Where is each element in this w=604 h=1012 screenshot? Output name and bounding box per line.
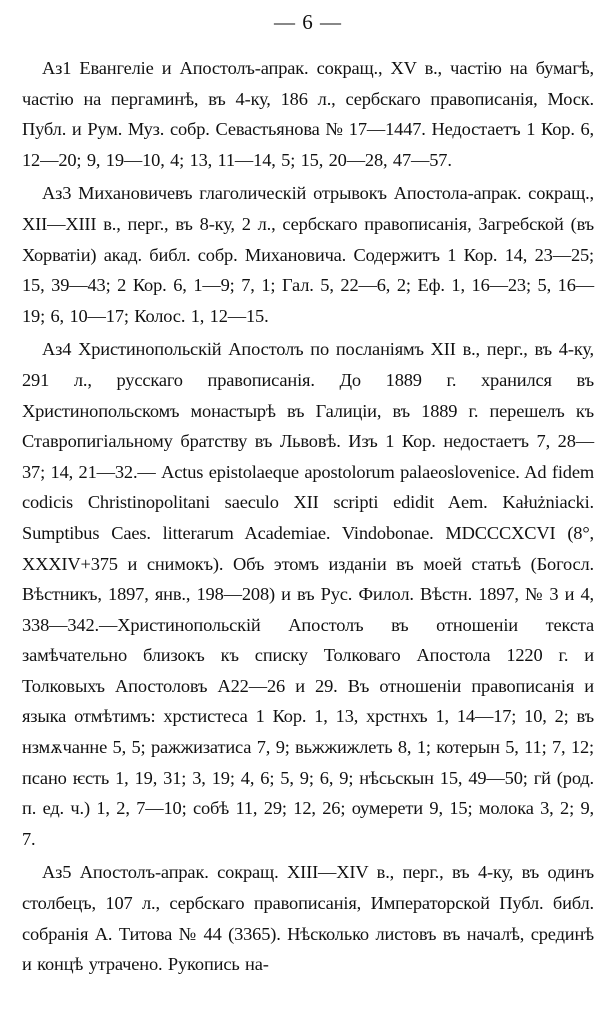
entry-a33: Аз3 Михановичевъ глаголическій отрывокъ Апостола-апрак. сокращ., XII—XIII в., перг., въ 8-ку, 2 л., сербскаго правописанія, Загребской (въ Хорватіи) акад. библ. собр. Михановича. Содержитъ 1 Кор. 14, 23—25; 15, 39—43; 2 Кор. 6, 1—9; 7, 1; Гал. 5, 22—6, 2; Еф. 1, 16—23; 5, 16—19; 6, 10—17; Колос. 1, 12—15. <box>22 183 594 326</box>
page-number: — 6 — <box>274 10 342 34</box>
entry-a31: Аз1 Евангеліе и Апостолъ-апрак. сокращ., XV в., частію на бумагѣ, частію на пергаминѣ, въ 4-ку, 186 л., сербскаго правописанія, Моск. Публ. и Рум. Муз. собр. Севастьянова № 17—1447. Недостаетъ 1 Кор. 6, 12—20; 9, 19—10, 4; 13, 11—14, 5; 15, 20—28, 47—57. <box>22 58 594 170</box>
entry-a34: Аз4 Христинопольскій Апостолъ по посланіямъ XII в., перг., въ 4-ку, 291 л., русскаго правописанія. До 1889 г. хранился въ Христинопольскомъ монастырѣ въ Галиціи, въ 1889 г. перешелъ къ Ставропигіальному братству въ Львовѣ. Изъ 1 Кор. недостаетъ 7, 28—37; 14, 21—32.— Actus epistolaeque apostolorum palaeoslovenice. Ad fidem codicis Christinopolitani saeculo XII scripti edidit Aem. Kałużniacki. Sumptibus Caes. litterarum Academiae. Vindobonae. MDCCCXCVI (8°, XXXIV+375 и снимокъ). Объ этомъ изданіи въ моей статьѣ (Богосл. Вѣстникъ, 1897, янв., 198—208) и въ Рус. Филол. Вѣстн. 1897, № 3 и 4, 338—342.—Христинопольскій Апостолъ въ отношеніи текста замѣчательно близокъ къ списку Толковаго Апостола 1220 г. и Толковыхъ Апостоловъ А22—26 и 29. Въ отношеніи правописанія и языка отмѣтимъ: хрстистеса 1 Кор. 1, 13, хрстнхъ 1, 14—17; 10, 2; въ нзмѫчанне 5, 5; ражжизатиса 7, 9; вьжжижлеть 8, 1; котерын 5, 11; 7, 12; псано ѥсть 1, 19, 31; 3, 19; 4, 6; 5, 9; 6, 9; нѣсьскын 15, 49—50; гй (род. п. ед. ч.) 1, 2, 7—10; собѣ 11, 29; 12, 26; оумерети 9, 15; молока 3, 2; 9, 7. <box>22 339 594 849</box>
entry-a35: Аз5 Апостолъ-апрак. сокращ. XIII—XIV в., перг., въ 4-ку, въ одинъ столбецъ, 107 л., сербскаго правописанія, Императорской Публ. библ. собранія А. Титова № 44 (3365). Нѣсколько листовъ въ началѣ, срединѣ и концѣ утрачено. Рукопись на- <box>22 862 594 975</box>
